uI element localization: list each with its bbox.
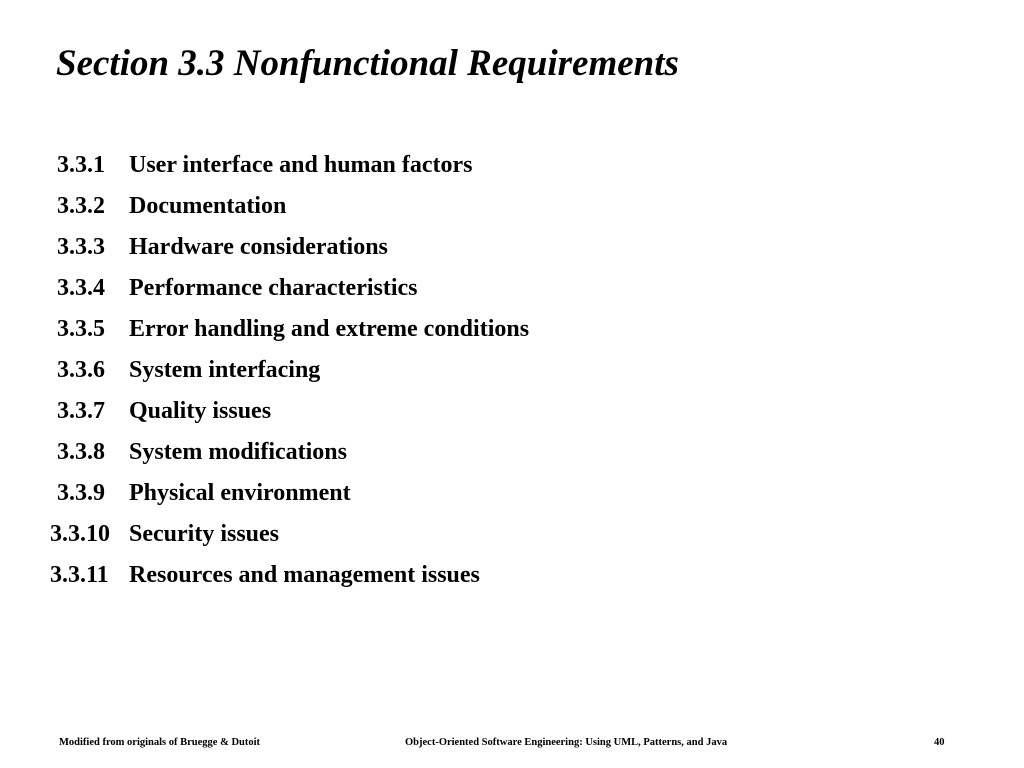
- section-label: Resources and management issues: [129, 562, 480, 588]
- section-item: [48, 473, 529, 514]
- section-item: [48, 309, 529, 350]
- section-number: 3.3.3: [57, 234, 105, 260]
- section-label: System modifications: [129, 439, 347, 465]
- footer-credit: Modified from originals of Bruegge & Dutoit: [59, 737, 261, 748]
- footer-book-title: Object-Oriented Software Engineering: Using UML, Patterns, and Java: [405, 737, 728, 748]
- section-label: Documentation: [129, 193, 287, 219]
- section-item: [48, 514, 529, 555]
- section-number: 3.3.1: [57, 152, 105, 178]
- section-item: [48, 145, 529, 186]
- section-item: [48, 186, 529, 227]
- page-number: 40: [934, 737, 945, 748]
- section-label: Physical environment: [129, 480, 351, 506]
- section-item: [48, 432, 529, 473]
- section-number: 3.3.5: [57, 316, 105, 342]
- section-number: 3.3.10: [50, 521, 110, 547]
- section-number: 3.3.2: [57, 193, 105, 219]
- section-item: [48, 268, 529, 309]
- section-label: Security issues: [129, 521, 279, 547]
- slide-title: Section 3.3 Nonfunctional Requirements: [56, 43, 679, 84]
- section-number: 3.3.6: [57, 357, 105, 383]
- section-label: Quality issues: [129, 398, 272, 424]
- section-number: 3.3.11: [50, 562, 109, 588]
- section-label: Error handling and extreme conditions: [129, 316, 530, 342]
- section-label: User interface and human factors: [129, 152, 473, 178]
- section-number: 3.3.8: [57, 439, 105, 465]
- section-list: [48, 145, 529, 596]
- section-label: System interfacing: [129, 357, 321, 383]
- section-item: [48, 555, 529, 596]
- section-number: 3.3.4: [57, 275, 105, 301]
- section-number: 3.3.9: [57, 480, 105, 506]
- section-label: Performance characteristics: [129, 275, 418, 301]
- section-item: [48, 391, 529, 432]
- section-number: 3.3.7: [57, 398, 105, 424]
- section-item: [48, 227, 529, 268]
- section-label: Hardware considerations: [129, 234, 388, 260]
- section-item: [48, 350, 529, 391]
